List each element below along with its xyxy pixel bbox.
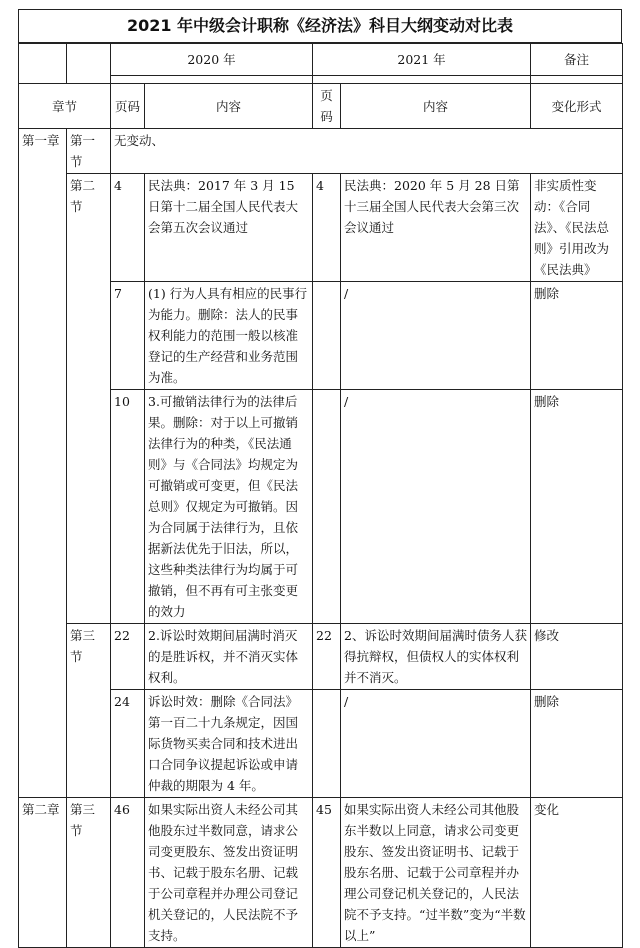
content-2020-cell: 3.可撤销法律行为的法律后果。删除：对于以上可撤销法律行为的种类，《民法通则》与《合同法》均规定为可撤销或可变更，但《民法总则》仅规定为可撤销。因为合同属于法律行为，且依据新法优先于旧法，所以，这些种类法律行为均属于可撤销，但不再有可主张变更的效力 [145, 390, 313, 624]
page-2020-cell: 46 [111, 798, 145, 948]
header-remark: 备注 [531, 44, 623, 76]
content-2020-cell: 2.诉讼时效期间届满时消灭的是胜诉权，并不消灭实体权利。 [145, 624, 313, 690]
content-2021-cell: / [341, 690, 531, 798]
header-chapter-section: 章节 [19, 84, 111, 129]
header-row-columns [19, 84, 623, 129]
chapter-cell: 第二章 [19, 798, 67, 948]
change-cell: 修改 [531, 624, 623, 690]
table-row [19, 798, 623, 948]
content-2020-cell: 民法典：2017 年 3 月 15 日第十二届全国人民代表大会第五次会议通过 [145, 174, 313, 282]
header-content-2020: 内容 [145, 84, 313, 129]
header-2021: 2021 年 [313, 44, 531, 76]
content-2021-cell: / [341, 390, 531, 624]
comparison-table [18, 43, 623, 948]
chapter-cell: 第一章 [19, 129, 67, 798]
header-blank-chapter [19, 44, 67, 84]
no-change-cell: 无变动、 [111, 129, 623, 174]
page-2020-cell: 7 [111, 282, 145, 390]
change-cell: 删除 [531, 690, 623, 798]
page-2020-cell: 4 [111, 174, 145, 282]
change-cell: 删除 [531, 390, 623, 624]
change-cell: 变化 [531, 798, 623, 948]
content-2021-cell: 2、诉讼时效期间届满时债务人获得抗辩权，但债权人的实体权利并不消灭。 [341, 624, 531, 690]
header-page-2020: 页码 [111, 84, 145, 129]
page-2020-cell: 22 [111, 624, 145, 690]
header-page-2021: 页码 [313, 84, 341, 129]
page-2021-cell [313, 690, 341, 798]
section-cell: 第二节 [67, 174, 111, 624]
page-2021-cell: 45 [313, 798, 341, 948]
table-row [19, 129, 623, 174]
content-2020-cell: 如果实际出资人未经公司其他股东过半数同意，请求公司变更股东、签发出资证明书、记载于股东名册、记载于公司章程并办理公司登记机关登记的，人民法院不予支持。 [145, 798, 313, 948]
page-2021-cell: 22 [313, 624, 341, 690]
content-2021-cell: / [341, 282, 531, 390]
page-2021-cell: 4 [313, 174, 341, 282]
page-2021-cell [313, 390, 341, 624]
header-row-years [19, 44, 623, 76]
content-2020-cell: 诉讼时效：删除《合同法》第一百二十九条规定，因国际货物买卖合同和技术进出口合同争议提起诉讼或申请仲裁的期限为 4 年。 [145, 690, 313, 798]
page-2020-cell: 10 [111, 390, 145, 624]
header-spacer-2020 [111, 76, 313, 84]
section-cell: 第三节 [67, 624, 111, 798]
header-blank-section [67, 44, 111, 84]
page-2021-cell [313, 282, 341, 390]
section-cell: 第一节 [67, 129, 111, 174]
change-cell: 非实质性变动：《合同法》、《民法总则》引用改为《民法典》 [531, 174, 623, 282]
content-2021-cell: 如果实际出资人未经公司其他股东半数以上同意，请求公司变更股东、签发出资证明书、记载于股东名册、记载于公司章程并办理公司登记机关登记的，人民法院不予支持。“过半数”变为“半数以上” [341, 798, 531, 948]
page-title: 2021 年中级会计职称《经济法》科目大纲变动对比表 [18, 9, 622, 43]
change-cell: 删除 [531, 282, 623, 390]
content-2020-cell: (1) 行为人具有相应的民事行为能力。删除：法人的民事权利能力的范围一般以核准登记的生产经营和业务范围为准。 [145, 282, 313, 390]
header-spacer-2021 [313, 76, 531, 84]
header-spacer-remark [531, 76, 623, 84]
section-cell: 第三节 [67, 798, 111, 948]
header-change-type: 变化形式 [531, 84, 623, 129]
content-2021-cell: 民法典：2020 年 5 月 28 日第十三届全国人民代表大会第三次会议通过 [341, 174, 531, 282]
table-row [19, 624, 623, 690]
table-row [19, 174, 623, 282]
page-2020-cell: 24 [111, 690, 145, 798]
header-content-2021: 内容 [341, 84, 531, 129]
header-2020: 2020 年 [111, 44, 313, 76]
